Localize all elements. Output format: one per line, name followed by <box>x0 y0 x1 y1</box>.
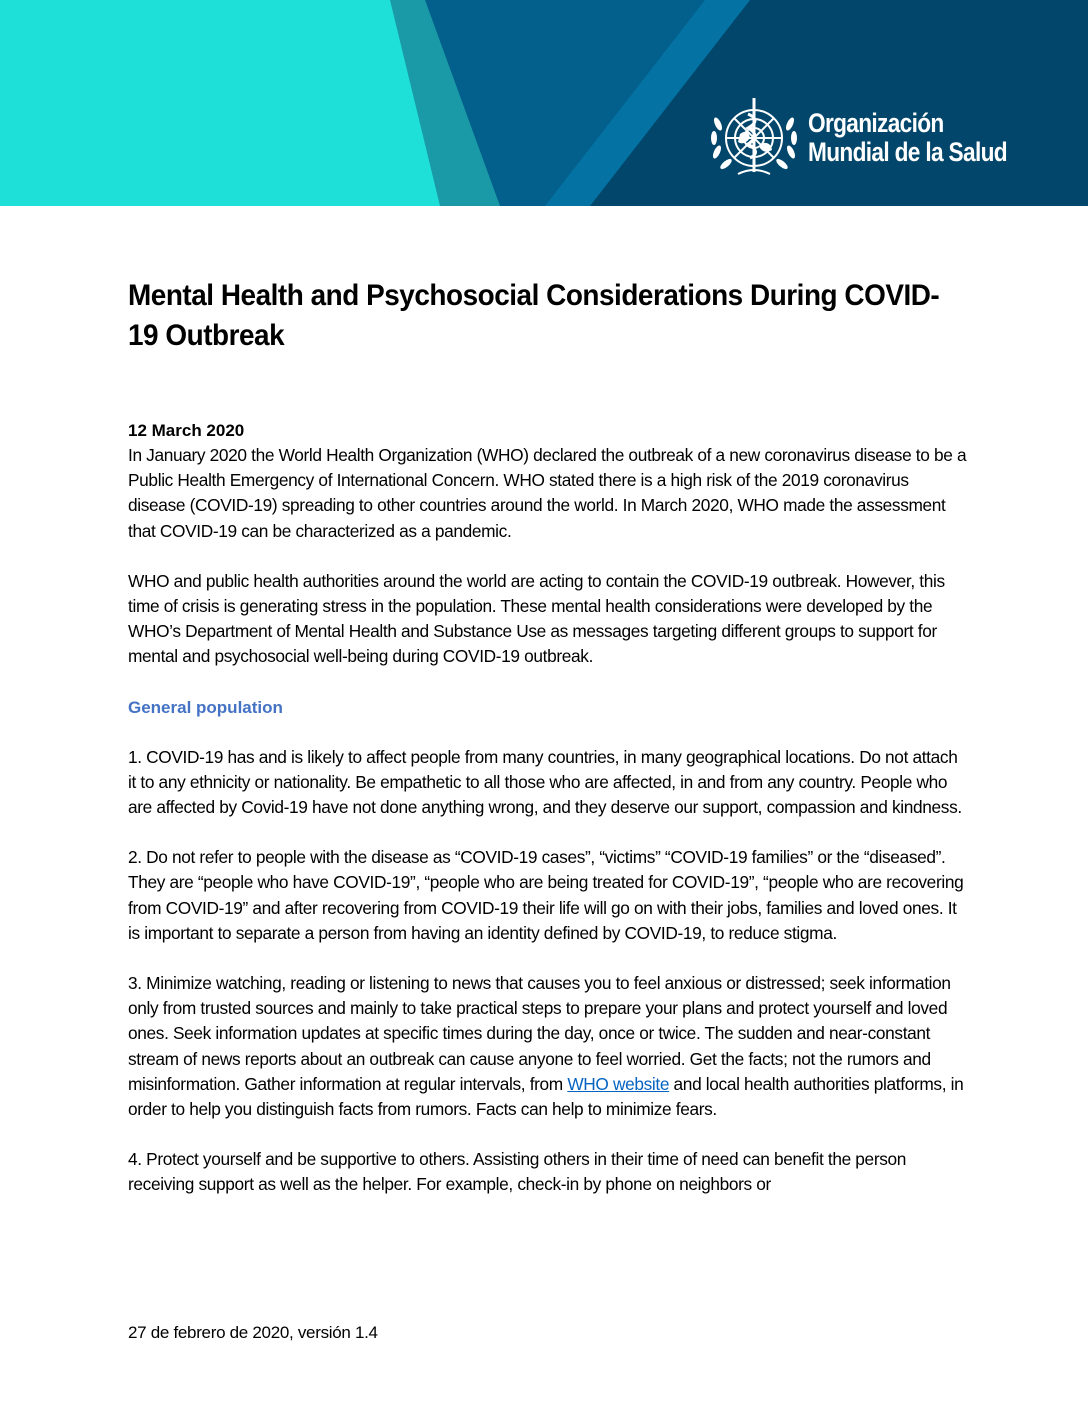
who-website-link[interactable]: WHO website <box>567 1073 670 1094</box>
document-date: 12 March 2020 <box>128 421 245 440</box>
who-emblem-icon <box>704 94 804 182</box>
intro-paragraph-2: WHO and public health authorities around the world are acting to contain the COVID-19 outbreak. However, this time of crisis is generating stress in the population. These mental health considerations were developed by the WHO’s Department of Mental Health and Substance Use as messages targeting different groups to support for mental and psychosocial well-being during COVID-19 outbreak. <box>128 570 945 667</box>
logo-line-2: Mundial de la Salud <box>808 137 1007 167</box>
document-title: Mental Health and Psychosocial Considerations During COVID-19 Outbreak <box>128 279 940 352</box>
list-item-2: 2. Do not refer to people with the disease as “COVID-19 cases”, “victims” “COVID-19 families” or the “diseased”. They are “people who have COVID-19”, “people who are being treated for COVID-19”, “people who are recovering from COVID-19” and after recovering from COVID-19 their life will go on with their jobs, families and loved ones. It is important to separate a person from having an identity defined by COVID-19, to reduce stigma. <box>128 847 964 943</box>
list-item-3-text-after: and local health authorities platforms, in order to help you distinguish facts from rumors. Facts can help to minimize fears. <box>128 1073 964 1120</box>
list-item-1: 1. COVID-19 has and is likely to affect people from many countries, in many geographical locations. Do not attach it to any ethnicity or nationality. Be empathetic to all those who are affected, in and from any country. People who are affected by Covid-19 have not done anything wrong, and they deserve our support, compassion and kindness. <box>128 746 962 818</box>
list-item-3-text-before: 3. Minimize watching, reading or listening to news that causes you to feel anxious or distressed; seek information only from trusted sources and mainly to take practical steps to prepare your plans and protect yourself and loved ones. Seek information updates at specific times during the day, once or twice. The sudden and near-constant stream of news reports about an outbreak can cause anyone to feel worried. Get the facts; not the rumors and misinformation. Gather information at regular intervals, from <box>128 973 951 1094</box>
who-logo-text <box>808 109 1007 167</box>
intro-paragraph-1: In January 2020 the World Health Organization (WHO) declared the outbreak of a new coronavirus disease to be a Public Health Emergency of International Concern. WHO stated there is a high risk of the 2019 coronavirus disease (COVID-19) spreading to other countries around the world. In March 2020, WHO made the assessment that COVID-19 can be characterized as a pandemic. <box>128 445 967 541</box>
page-footer: 27 de febrero de 2020, versión 1.4 <box>128 1323 378 1342</box>
header-banner <box>0 0 1088 206</box>
section-heading-general-population: General population <box>128 697 283 717</box>
list-item-4: 4. Protect yourself and be supportive to others. Assisting others in their time of need can benefit the person receiving support as well as the helper. For example, check-in by phone on neighbors or <box>128 1149 907 1195</box>
who-logo <box>704 94 1044 182</box>
document-body <box>128 276 968 1198</box>
list-item-3 <box>128 971 968 1122</box>
logo-line-1: Organización <box>808 108 944 138</box>
